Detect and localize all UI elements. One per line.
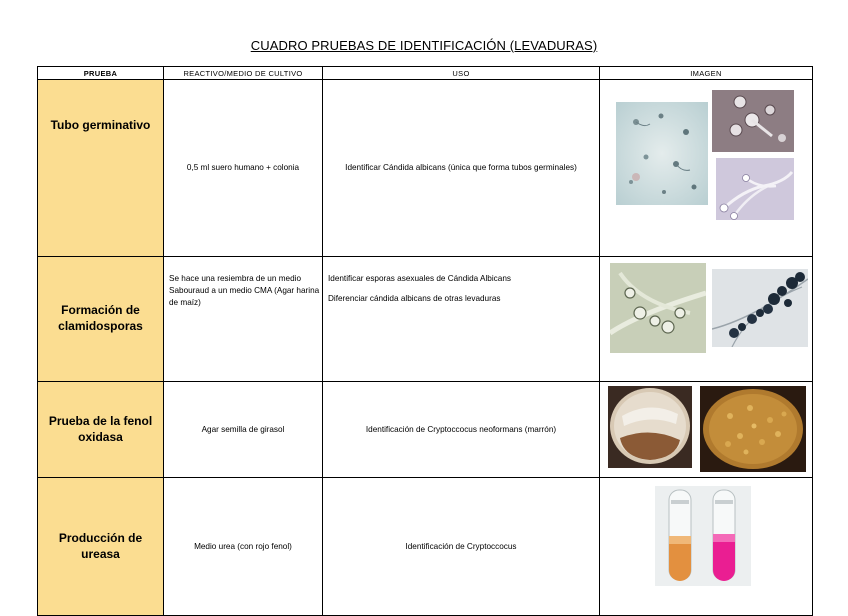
uso-line-1: Identificar esporas asexuales de Cándida Albicans xyxy=(328,274,511,283)
header-reactivo: REACTIVO/MEDIO DE CULTIVO xyxy=(164,67,323,80)
uso-cell: Identificar Cándida albicans (única que forma tubos germinales) xyxy=(323,80,600,257)
prueba-cell: Producción de ureasa xyxy=(38,478,164,616)
imagen-cell xyxy=(600,478,813,616)
header-prueba: PRUEBA xyxy=(38,67,164,80)
identification-table xyxy=(37,66,813,616)
prueba-cell: Formación de clamidosporas xyxy=(38,257,164,382)
header-row xyxy=(38,67,813,80)
imagen-cell xyxy=(600,257,813,382)
reactivo-cell: Medio urea (con rojo fenol) xyxy=(164,478,323,616)
uso-cell: Identificación de Cryptoccocus xyxy=(323,478,600,616)
table-row xyxy=(38,382,813,478)
uso-cell xyxy=(323,257,600,382)
uso-cell: Identificación de Cryptoccocus neoformans (marrón) xyxy=(323,382,600,478)
clamidospora-micrograph-1 xyxy=(610,263,706,353)
sunflower-agar-plate-1 xyxy=(608,386,692,468)
sunflower-agar-plate-2 xyxy=(700,386,806,472)
header-imagen: IMAGEN xyxy=(600,67,813,80)
imagen-cell xyxy=(600,80,813,257)
prueba-cell: Prueba de la fenol oxidasa xyxy=(38,382,164,478)
prueba-cell: Tubo germinativo xyxy=(38,80,164,257)
reactivo-cell: Agar semilla de girasol xyxy=(164,382,323,478)
germ-tube-micrograph-3 xyxy=(716,158,794,220)
imagen-cell xyxy=(600,382,813,478)
reactivo-cell: 0,5 ml suero humano + colonia xyxy=(164,80,323,257)
urea-tubes-photo xyxy=(655,486,751,586)
table-row xyxy=(38,80,813,257)
header-uso: USO xyxy=(323,67,600,80)
table-row xyxy=(38,257,813,382)
clamidospora-micrograph-2 xyxy=(712,269,808,347)
germ-tube-micrograph-1 xyxy=(616,102,708,205)
uso-line-2: Diferenciar cándida albicans de otras levaduras xyxy=(328,293,501,303)
germ-tube-micrograph-2 xyxy=(712,90,794,152)
reactivo-cell: Se hace una resiembra de un medio Sabouraud a un medio CMA (Agar harina de maíz) xyxy=(164,257,323,382)
page-title: CUADRO PRUEBAS DE IDENTIFICACIÓN (LEVADURAS) xyxy=(250,38,598,53)
table-row xyxy=(38,478,813,616)
